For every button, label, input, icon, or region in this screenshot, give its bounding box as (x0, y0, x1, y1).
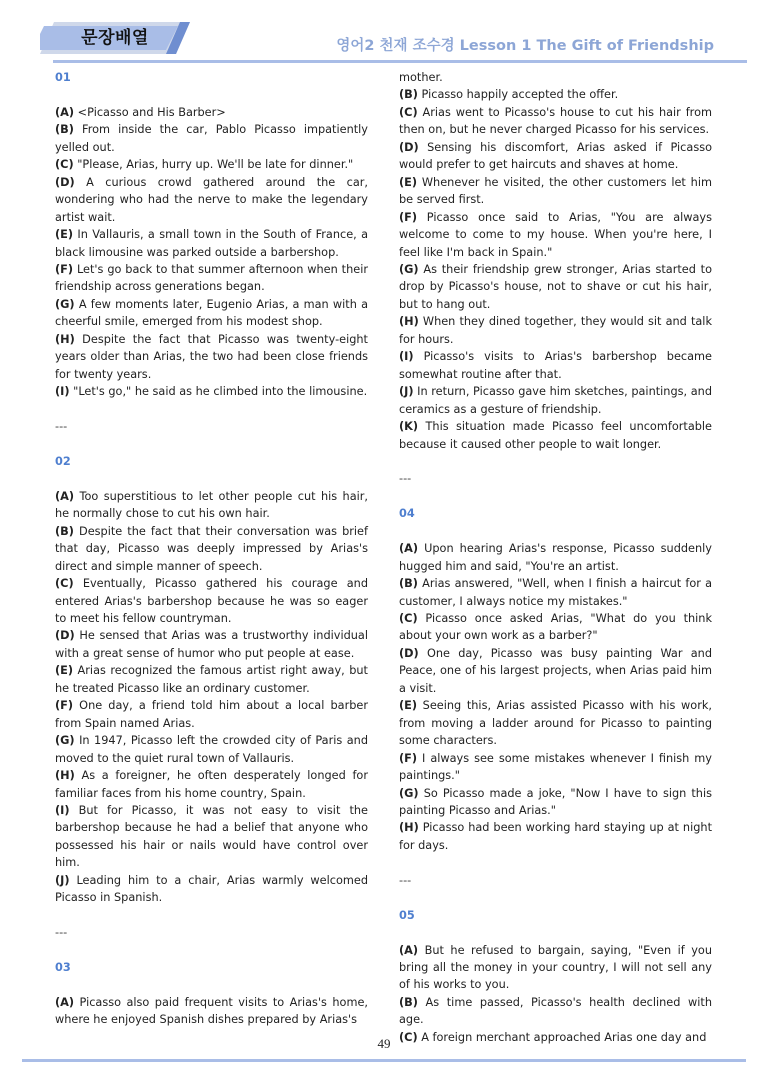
blank-line (399, 523, 712, 540)
sentence-item (399, 942, 712, 994)
item-letter: (A) (55, 995, 75, 1009)
sentence-item (399, 785, 712, 820)
item-text: When they dined together, they would sit and talk for hours. (399, 315, 712, 346)
sentence-item (55, 383, 368, 400)
item-letter: (G) (399, 262, 419, 276)
section-separator: --- (55, 420, 68, 434)
item-letter: (C) (399, 105, 418, 119)
item-text: A foreign merchant approached Arias one day and (417, 1030, 707, 1044)
sentence-item (399, 383, 712, 418)
item-text: Let's go back to that summer afternoon when their friendship across generations began. (55, 262, 368, 294)
item-letter: (F) (55, 699, 74, 713)
blank-line (55, 86, 368, 103)
item-letter: (D) (55, 629, 75, 643)
sentence-item (55, 156, 368, 173)
item-letter: (C) (399, 1030, 418, 1044)
sentence-item (399, 540, 712, 575)
sentence-item (55, 802, 368, 872)
sentence-item (399, 313, 712, 348)
sentence-item (55, 872, 368, 907)
item-letter: (G) (399, 786, 419, 800)
blank-line (55, 907, 368, 924)
sentence-item (55, 488, 368, 523)
item-text: Picasso once asked Arias, "What do you think about your own work as a barber?" (399, 612, 712, 643)
blank-line (399, 889, 712, 906)
item-letter: (B) (399, 577, 418, 591)
item-text: So Picasso made a joke, "Now I have to sign this painting Picasso and Arias." (399, 786, 712, 817)
item-letter: (D) (399, 646, 419, 660)
item-text: Upon hearing Arias's response, Picasso suddenly hugged him and said, "You're an artist. (399, 542, 712, 573)
item-letter: (H) (399, 315, 419, 329)
item-text: He sensed that Arias was a trustworthy individual with a great sense of humor who put people at ease. (55, 629, 368, 660)
section-separator: --- (399, 472, 412, 486)
sentence-item (399, 86, 712, 103)
left-column (55, 69, 368, 1029)
section-number: 03 (55, 961, 71, 975)
sentence-item (55, 261, 368, 296)
item-letter: (B) (55, 123, 74, 137)
item-letter: (H) (55, 769, 75, 783)
item-text: "Please, Arias, hurry up. We'll be late for dinner." (73, 158, 354, 172)
blank-line (55, 435, 368, 452)
item-text: In Vallauris, a small town in the South of France, a black limousine was parked outside a barbershop. (55, 228, 368, 259)
item-letter: (C) (55, 158, 74, 172)
item-letter: (A) (399, 943, 419, 957)
item-text: A few moments later, Eugenio Arias, a man with a cheerful smile, emerged from his modest shop. (55, 297, 368, 329)
sentence-item (399, 174, 712, 209)
item-letter: (D) (55, 175, 75, 189)
item-letter: (E) (55, 228, 74, 242)
item-text: Leading him to a chair, Arias warmly welcomed Picasso in Spanish. (55, 873, 368, 905)
blank-line (399, 924, 712, 941)
sentence-item (399, 610, 712, 645)
section-tab-label: 문장배열 (81, 28, 149, 48)
item-text: But he refused to bargain, saying, "Even if you bring all the money in your country, I will not sell any of his works to you. (399, 943, 712, 992)
item-letter: (C) (399, 612, 418, 625)
item-text: From inside the car, Pablo Picasso impatiently yelled out. (55, 123, 368, 154)
section-separator: --- (399, 873, 412, 887)
sentence-item (55, 697, 368, 732)
item-letter: (I) (55, 803, 70, 817)
sentence-item (55, 226, 368, 261)
item-letter: (G) (55, 734, 75, 748)
item-letter: (F) (399, 210, 418, 224)
lesson-title: 영어2 천재 조수경 Lesson 1 The Gift of Friendship (336, 38, 714, 54)
item-text: As time passed, Picasso's health declined with age. (399, 995, 712, 1027)
item-text: Picasso's visits to Arias's barbershop became somewhat routine after that. (399, 350, 712, 381)
item-text: As their friendship grew stronger, Arias started to drop by Picasso's house, not to shave or cut his hair, but to hang out. (399, 262, 712, 311)
section-number: 02 (55, 454, 71, 468)
sentence-item (399, 139, 712, 174)
item-text: This situation made Picasso feel uncomfortable because it caused other people to wait longer. (399, 420, 712, 451)
sentence-item (399, 418, 712, 453)
item-text: Despite the fact that their conversation was brief that day, Picasso was deeply impressed by Arias's direct and simple manner of speech. (55, 524, 368, 573)
item-text: As a foreigner, he often desperately longed for familiar faces from his home country, Spain. (55, 769, 368, 800)
sentence-item (55, 296, 368, 331)
item-letter: (E) (55, 664, 74, 678)
sentence-item (55, 732, 368, 767)
item-letter: (B) (399, 88, 418, 102)
sentence-item (55, 331, 368, 383)
blank-line (55, 470, 368, 487)
item-text: Too superstitious to let other people cut his hair, he normally chose to cut his own hair. (55, 489, 368, 521)
sentence-item (55, 104, 368, 121)
item-letter: (E) (399, 699, 418, 713)
sentence-item (55, 523, 368, 575)
item-letter: (K) (399, 420, 419, 434)
sentence-continuation: mother. (399, 71, 443, 84)
sentence-item (399, 104, 712, 139)
item-letter: (B) (55, 524, 74, 538)
sentence-item (399, 261, 712, 313)
item-text: Arias answered, "Well, when I finish a haircut for a customer, I always notice my mistakes." (399, 577, 712, 608)
page-number: 49 (377, 1036, 391, 1051)
item-text: Picasso once said to Arias, "You are always welcome to come to my house. When you're here, I feel like I'm back in Spain." (399, 210, 712, 259)
blank-line (55, 942, 368, 959)
section-number: 05 (399, 908, 415, 922)
sentence-item (55, 627, 368, 662)
item-text: Arias recognized the famous artist right away, but he treated Picasso like an ordinary customer. (55, 664, 368, 695)
section-number: 04 (399, 507, 415, 521)
item-text: Eventually, Picasso gathered his courage and entered Arias's barbershop because he was so eager to meet his fellow countryman. (55, 577, 368, 625)
page-header (0, 0, 768, 66)
blank-line (55, 976, 368, 993)
item-text: In return, Picasso gave him sketches, paintings, and ceramics as a gesture of friendship. (399, 385, 712, 416)
sentence-item (55, 174, 368, 226)
item-text: But for Picasso, it was not easy to visit the barbershop because he had a belief that anyone who possessed his hair or nails would have control over him. (55, 803, 368, 870)
section-tab (40, 22, 190, 54)
item-text: A curious crowd gathered around the car, wondering who had the nerve to make the legendary artist wait. (55, 175, 368, 224)
item-text: Picasso also paid frequent visits to Arias's home, where he enjoyed Spanish dishes prepared by Arias's (55, 995, 368, 1027)
item-text: "Let's go," he said as he climbed into the limousine. (69, 385, 368, 399)
item-text: Picasso had been working hard staying up at night for days. (399, 821, 712, 852)
item-text: I always see some mistakes whenever I finish my paintings." (399, 751, 712, 783)
section-number: 01 (55, 71, 71, 84)
item-letter: (F) (399, 751, 418, 765)
item-letter: (J) (399, 385, 414, 399)
sentence-item (399, 819, 712, 854)
item-letter: (A) (55, 105, 75, 119)
item-text: Picasso happily accepted the offer. (417, 88, 619, 102)
item-letter: (F) (55, 262, 74, 276)
sentence-item (55, 994, 368, 1029)
blank-line (55, 401, 368, 418)
item-text: In 1947, Picasso left the crowded city of Paris and moved to the quiet rural town of Vallauris. (55, 734, 368, 765)
sentence-item (55, 575, 368, 627)
sentence-item (399, 209, 712, 261)
item-letter: (I) (399, 350, 414, 364)
footer-divider (22, 1059, 746, 1062)
item-letter: (J) (55, 873, 70, 887)
item-letter: (D) (399, 140, 419, 154)
item-letter: (A) (55, 489, 75, 503)
item-letter: (B) (399, 995, 418, 1009)
sentence-item (55, 662, 368, 697)
item-letter: (E) (399, 175, 418, 189)
item-letter: (C) (55, 577, 74, 591)
item-letter: (H) (399, 821, 419, 835)
item-text: Despite the fact that Picasso was twenty-eight years older than Arias, the two had been close friends for twenty years. (55, 332, 368, 381)
item-text: One day, a friend told him about a local barber from Spain named Arias. (55, 699, 368, 730)
blank-line (399, 453, 712, 470)
blank-line (399, 488, 712, 505)
sentence-item (399, 750, 712, 785)
item-text: Seeing this, Arias assisted Picasso with his work, from moving a ladder around for Picasso to painting some characters. (399, 699, 712, 748)
header-divider (53, 60, 747, 63)
item-letter: (G) (55, 297, 75, 311)
item-letter: (H) (55, 332, 75, 346)
right-column (399, 69, 712, 1046)
item-letter: (I) (55, 385, 70, 399)
sentence-item (399, 348, 712, 383)
section-separator: --- (55, 926, 68, 940)
item-letter: (A) (399, 542, 419, 556)
sentence-item (399, 994, 712, 1029)
sentence-item (399, 645, 712, 697)
item-text: <Picasso and His Barber> (74, 105, 226, 119)
sentence-item (55, 767, 368, 802)
sentence-item (399, 575, 712, 610)
item-text: Whenever he visited, the other customers let him be served first. (399, 175, 712, 207)
item-text: Arias went to Picasso's house to cut his hair from then on, but he never charged Picasso for his services. (399, 105, 712, 137)
item-text: One day, Picasso was busy painting War and Peace, one of his largest projects, when Arias paid him a visit. (399, 646, 712, 695)
sentence-item (399, 697, 712, 749)
item-text: Sensing his discomfort, Arias asked if Picasso would prefer to get haircuts and shaves at home. (399, 140, 712, 172)
blank-line (399, 854, 712, 871)
sentence-item (55, 121, 368, 156)
